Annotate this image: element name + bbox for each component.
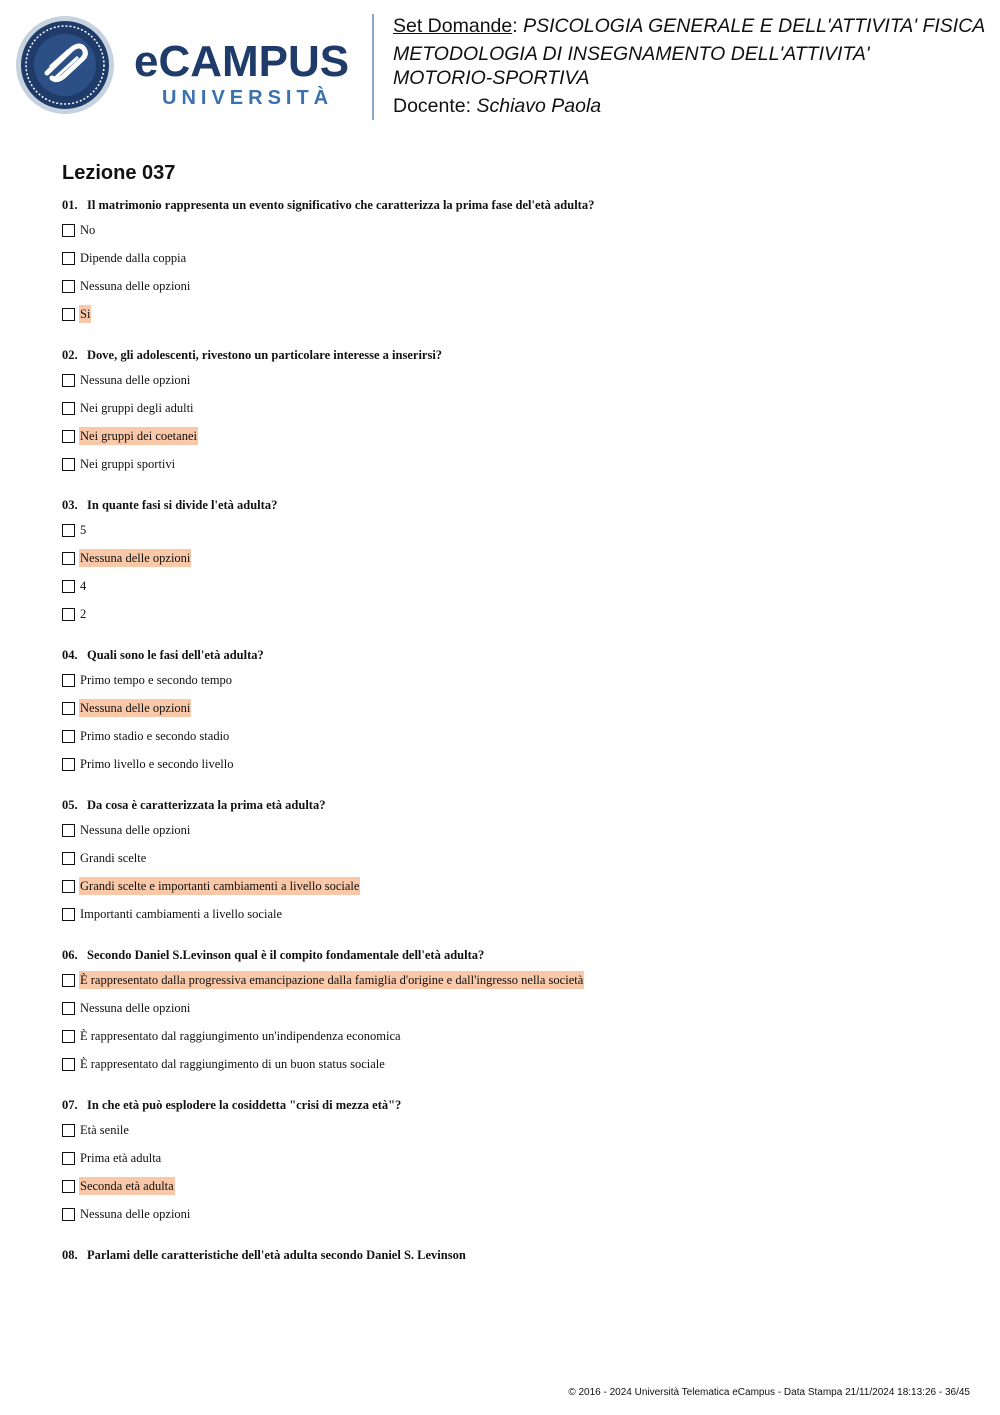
answer-label: 5 — [80, 523, 87, 537]
question-text — [62, 946, 962, 966]
question-number: 05. — [62, 798, 78, 812]
answer-label: Nei gruppi sportivi — [80, 457, 176, 471]
answer-checkbox[interactable] — [62, 852, 75, 865]
answer-label: Importanti cambiamenti a livello sociale — [80, 907, 283, 921]
answer-option[interactable] — [62, 272, 962, 300]
question-prompt: In quante fasi si divide l'età adulta? — [87, 498, 278, 512]
answer-checkbox[interactable] — [62, 1208, 75, 1221]
answer-checkbox[interactable] — [62, 458, 75, 471]
question-number: 01. — [62, 198, 78, 212]
page-header — [0, 0, 1000, 130]
answer-checkbox[interactable] — [62, 824, 75, 837]
answer-label: È rappresentato dal raggiungimento di un buon status sociale — [80, 1057, 385, 1071]
answer-checkbox[interactable] — [62, 280, 75, 293]
answer-label: Nessuna delle opzioni — [80, 279, 191, 293]
answer-checkbox[interactable] — [62, 524, 75, 537]
answer-option[interactable] — [62, 694, 962, 722]
course-title-line2: METODOLOGIA DI INSEGNAMENTO DELL'ATTIVITA' — [393, 43, 870, 65]
question-text — [62, 346, 962, 366]
docente-name: Schiavo Paola — [476, 95, 602, 117]
answer-checkbox[interactable] — [62, 674, 75, 687]
answer-label-correct: È rappresentato dalla progressiva emancipazione dalla famiglia d'origine e dall'ingresso nella società — [80, 973, 584, 987]
answer-label-correct: Nessuna delle opzioni — [80, 551, 191, 565]
answer-option[interactable] — [62, 666, 962, 694]
question-prompt: Quali sono le fasi dell'età adulta? — [87, 648, 264, 662]
answer-checkbox[interactable] — [62, 580, 75, 593]
set-domande-label: Set Domande — [393, 15, 513, 37]
question-text — [62, 496, 962, 516]
set-domande-line — [393, 14, 993, 38]
answer-label: Nessuna delle opzioni — [80, 1207, 191, 1221]
answer-label: No — [80, 223, 96, 237]
question-prompt: Da cosa è caratterizzata la prima età adulta? — [87, 798, 326, 812]
answer-checkbox[interactable] — [62, 1124, 75, 1137]
answer-label: Primo livello e secondo livello — [80, 757, 234, 771]
answer-checkbox[interactable] — [62, 974, 75, 987]
answer-checkbox[interactable] — [62, 552, 75, 565]
question-prompt: Il matrimonio rappresenta un evento significativo che caratterizza la prima fase del'età adulta? — [87, 198, 595, 212]
answer-label: Prima età adulta — [80, 1151, 162, 1165]
answer-option[interactable] — [62, 1050, 962, 1078]
answer-label: Primo tempo e secondo tempo — [80, 673, 233, 687]
answer-label-correct: Seconda età adulta — [80, 1179, 174, 1193]
answer-option[interactable] — [62, 872, 962, 900]
answer-option[interactable] — [62, 816, 962, 844]
answer-option[interactable] — [62, 1116, 962, 1144]
answer-checkbox[interactable] — [62, 252, 75, 265]
answer-label: Età senile — [80, 1123, 129, 1137]
answer-checkbox[interactable] — [62, 308, 75, 321]
answer-option[interactable] — [62, 1144, 962, 1172]
answer-checkbox[interactable] — [62, 880, 75, 893]
answer-option[interactable] — [62, 994, 962, 1022]
question-number: 02. — [62, 348, 78, 362]
answer-option[interactable] — [62, 394, 962, 422]
answer-label: Grandi scelte — [80, 851, 147, 865]
answer-checkbox[interactable] — [62, 402, 75, 415]
answer-label: È rappresentato dal raggiungimento un'indipendenza economica — [80, 1029, 401, 1043]
answer-checkbox[interactable] — [62, 730, 75, 743]
answer-option[interactable] — [62, 1172, 962, 1200]
answer-option[interactable] — [62, 450, 962, 478]
question-item — [62, 796, 962, 928]
question-text — [62, 1096, 962, 1116]
answer-checkbox[interactable] — [62, 908, 75, 921]
question-number: 06. — [62, 948, 78, 962]
answer-option[interactable] — [62, 750, 962, 778]
ecampus-logo-text: eCAMPUS — [134, 37, 350, 86]
answer-option[interactable] — [62, 516, 962, 544]
answer-label: Primo stadio e secondo stadio — [80, 729, 230, 743]
answer-label: Nessuna delle opzioni — [80, 373, 191, 387]
course-title-line3: MOTORIO-SPORTIVA — [393, 67, 590, 89]
answer-option[interactable] — [62, 722, 962, 750]
course-info — [393, 14, 993, 118]
question-number: 07. — [62, 1098, 78, 1112]
answer-label-correct: Nei gruppi dei coetanei — [80, 429, 197, 443]
question-list — [62, 196, 962, 1284]
answer-label: Nei gruppi degli adulti — [80, 401, 194, 415]
answer-checkbox[interactable] — [62, 430, 75, 443]
answer-option[interactable] — [62, 366, 962, 394]
lesson-title: Lezione 037 — [62, 162, 176, 184]
set-domande-separator: : — [512, 15, 518, 37]
question-prompt: Secondo Daniel S.Levinson qual è il compito fondamentale dell'età adulta? — [87, 948, 485, 962]
question-number: 04. — [62, 648, 78, 662]
answer-label-correct: Nessuna delle opzioni — [80, 701, 191, 715]
question-prompt: Parlami delle caratteristiche dell'età adulta secondo Daniel S. Levinson — [87, 1248, 466, 1262]
question-text — [62, 646, 962, 666]
answer-label: Nessuna delle opzioni — [80, 1001, 191, 1015]
ecampus-emblem-icon — [14, 15, 116, 115]
answer-option[interactable] — [62, 900, 962, 928]
question-text — [62, 796, 962, 816]
question-item — [62, 1096, 962, 1228]
answer-label: 4 — [80, 579, 87, 593]
answer-checkbox[interactable] — [62, 758, 75, 771]
answer-option[interactable] — [62, 216, 962, 244]
question-item — [62, 346, 962, 478]
header-divider — [372, 14, 374, 120]
answer-option[interactable] — [62, 300, 962, 328]
question-prompt: In che età può esplodere la cosiddetta "crisi di mezza età"? — [87, 1098, 402, 1112]
answer-label: Dipende dalla coppia — [80, 251, 187, 265]
answer-label-correct: Grandi scelte e importanti cambiamenti a livello sociale — [80, 879, 360, 893]
answer-checkbox[interactable] — [62, 224, 75, 237]
answer-checkbox[interactable] — [62, 702, 75, 715]
answer-option[interactable] — [62, 966, 962, 994]
question-item — [62, 496, 962, 628]
docente-label: Docente: — [393, 95, 472, 117]
answer-label: Nessuna delle opzioni — [80, 823, 191, 837]
question-text — [62, 196, 962, 216]
answer-option[interactable] — [62, 1022, 962, 1050]
answer-checkbox[interactable] — [62, 1058, 75, 1071]
answer-checkbox[interactable] — [62, 1030, 75, 1043]
answer-checkbox[interactable] — [62, 1002, 75, 1015]
answer-checkbox[interactable] — [62, 1152, 75, 1165]
question-item — [62, 646, 962, 778]
question-item — [62, 196, 962, 328]
answer-option[interactable] — [62, 1200, 962, 1228]
question-item — [62, 946, 962, 1078]
answer-option[interactable] — [62, 422, 962, 450]
ecampus-logo-subtext: UNIVERSITÀ — [162, 87, 334, 109]
question-number: 03. — [62, 498, 78, 512]
answer-option[interactable] — [62, 844, 962, 872]
answer-option[interactable] — [62, 600, 962, 628]
answer-checkbox[interactable] — [62, 1180, 75, 1193]
answer-label-correct: Si — [80, 307, 91, 321]
docente-line — [393, 94, 993, 118]
answer-label: 2 — [80, 607, 87, 621]
answer-checkbox[interactable] — [62, 608, 75, 621]
answer-checkbox[interactable] — [62, 374, 75, 387]
question-prompt: Dove, gli adolescenti, rivestono un particolare interesse a inserirsi? — [87, 348, 443, 362]
question-text — [62, 1246, 962, 1266]
page-footer: © 2016 - 2024 Università Telematica eCampus - Data Stampa 21/11/2024 18:13:26 - 36/45 — [568, 1387, 970, 1398]
course-title-line1: PSICOLOGIA GENERALE E DELL'ATTIVITA' FISICA — [523, 15, 986, 37]
answer-option[interactable] — [62, 244, 962, 272]
question-item — [62, 1246, 962, 1266]
answer-option[interactable] — [62, 544, 962, 572]
answer-option[interactable] — [62, 572, 962, 600]
question-number: 08. — [62, 1248, 78, 1262]
